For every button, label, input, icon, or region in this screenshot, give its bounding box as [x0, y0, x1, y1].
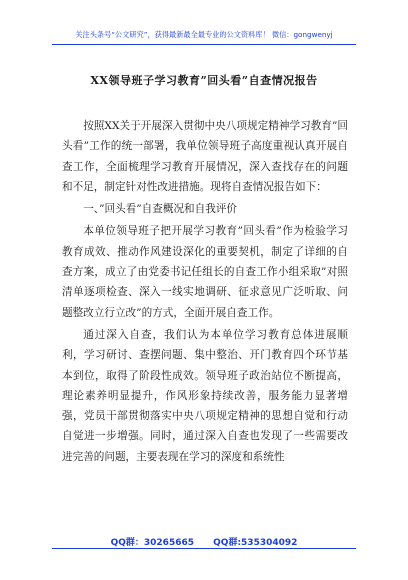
footer-qq-group-1: QQ群：30265665: [110, 538, 194, 548]
document-title: XX领导班子学习教育”回头看”自查情况报告: [90, 74, 318, 87]
footer-divider: [52, 548, 356, 549]
paragraph-intro: 按照XX关于开展深入贯彻中央八项规定精神学习教育”回头看”工作的统一部署，我单位领导班子高度重视认真开展自查工作，全面梳理学习教育开展情况，深入查找存在的问题和不足，制定针对性改进措施。现将自查情况报告如下：: [62, 120, 348, 193]
footer-qq-group-2: QQ群:535304092: [213, 538, 298, 548]
section-heading: 一、”回头看”自查概况和自我评价: [83, 203, 238, 216]
paragraph-overview: 本单位领导班子把开展学习教育”回头看”作为检验学习教育成效、推动作风建设深化的重要契机，制定了详细的自查方案，成立了由党委书记任组长的自查工作小组采取”对照清单逐项检查、深入一线实地调研、征求意见广泛听取、问题整改立行立改”的方式，全面开展自查工作。: [62, 225, 348, 319]
header-banner: 关注头条号“公文研究”，获得最新最全最专业的公文资料库！ 微信：gongwenyj: [75, 30, 333, 39]
header-divider: [52, 44, 356, 45]
footer-contacts: [0, 535, 408, 548]
paragraph-assessment: 通过深入自查，我们认为本单位学习教育总体进展顺利，学习研讨、查摆问题、集中整治、开门教育四个环节基本到位，取得了阶段性成效。领导班子政治站位不断提高，理论素养明显提升，作风形象持续改善，服务能力显著增强，党员干部贯彻落实中央八项规定精神的思想自觉和行动自觉进一步增强。同时，通过深入自查也发现了一些需要改进完善的问题，主要表现在学习的深度和系统性: [62, 328, 348, 463]
document-body: [62, 116, 348, 469]
